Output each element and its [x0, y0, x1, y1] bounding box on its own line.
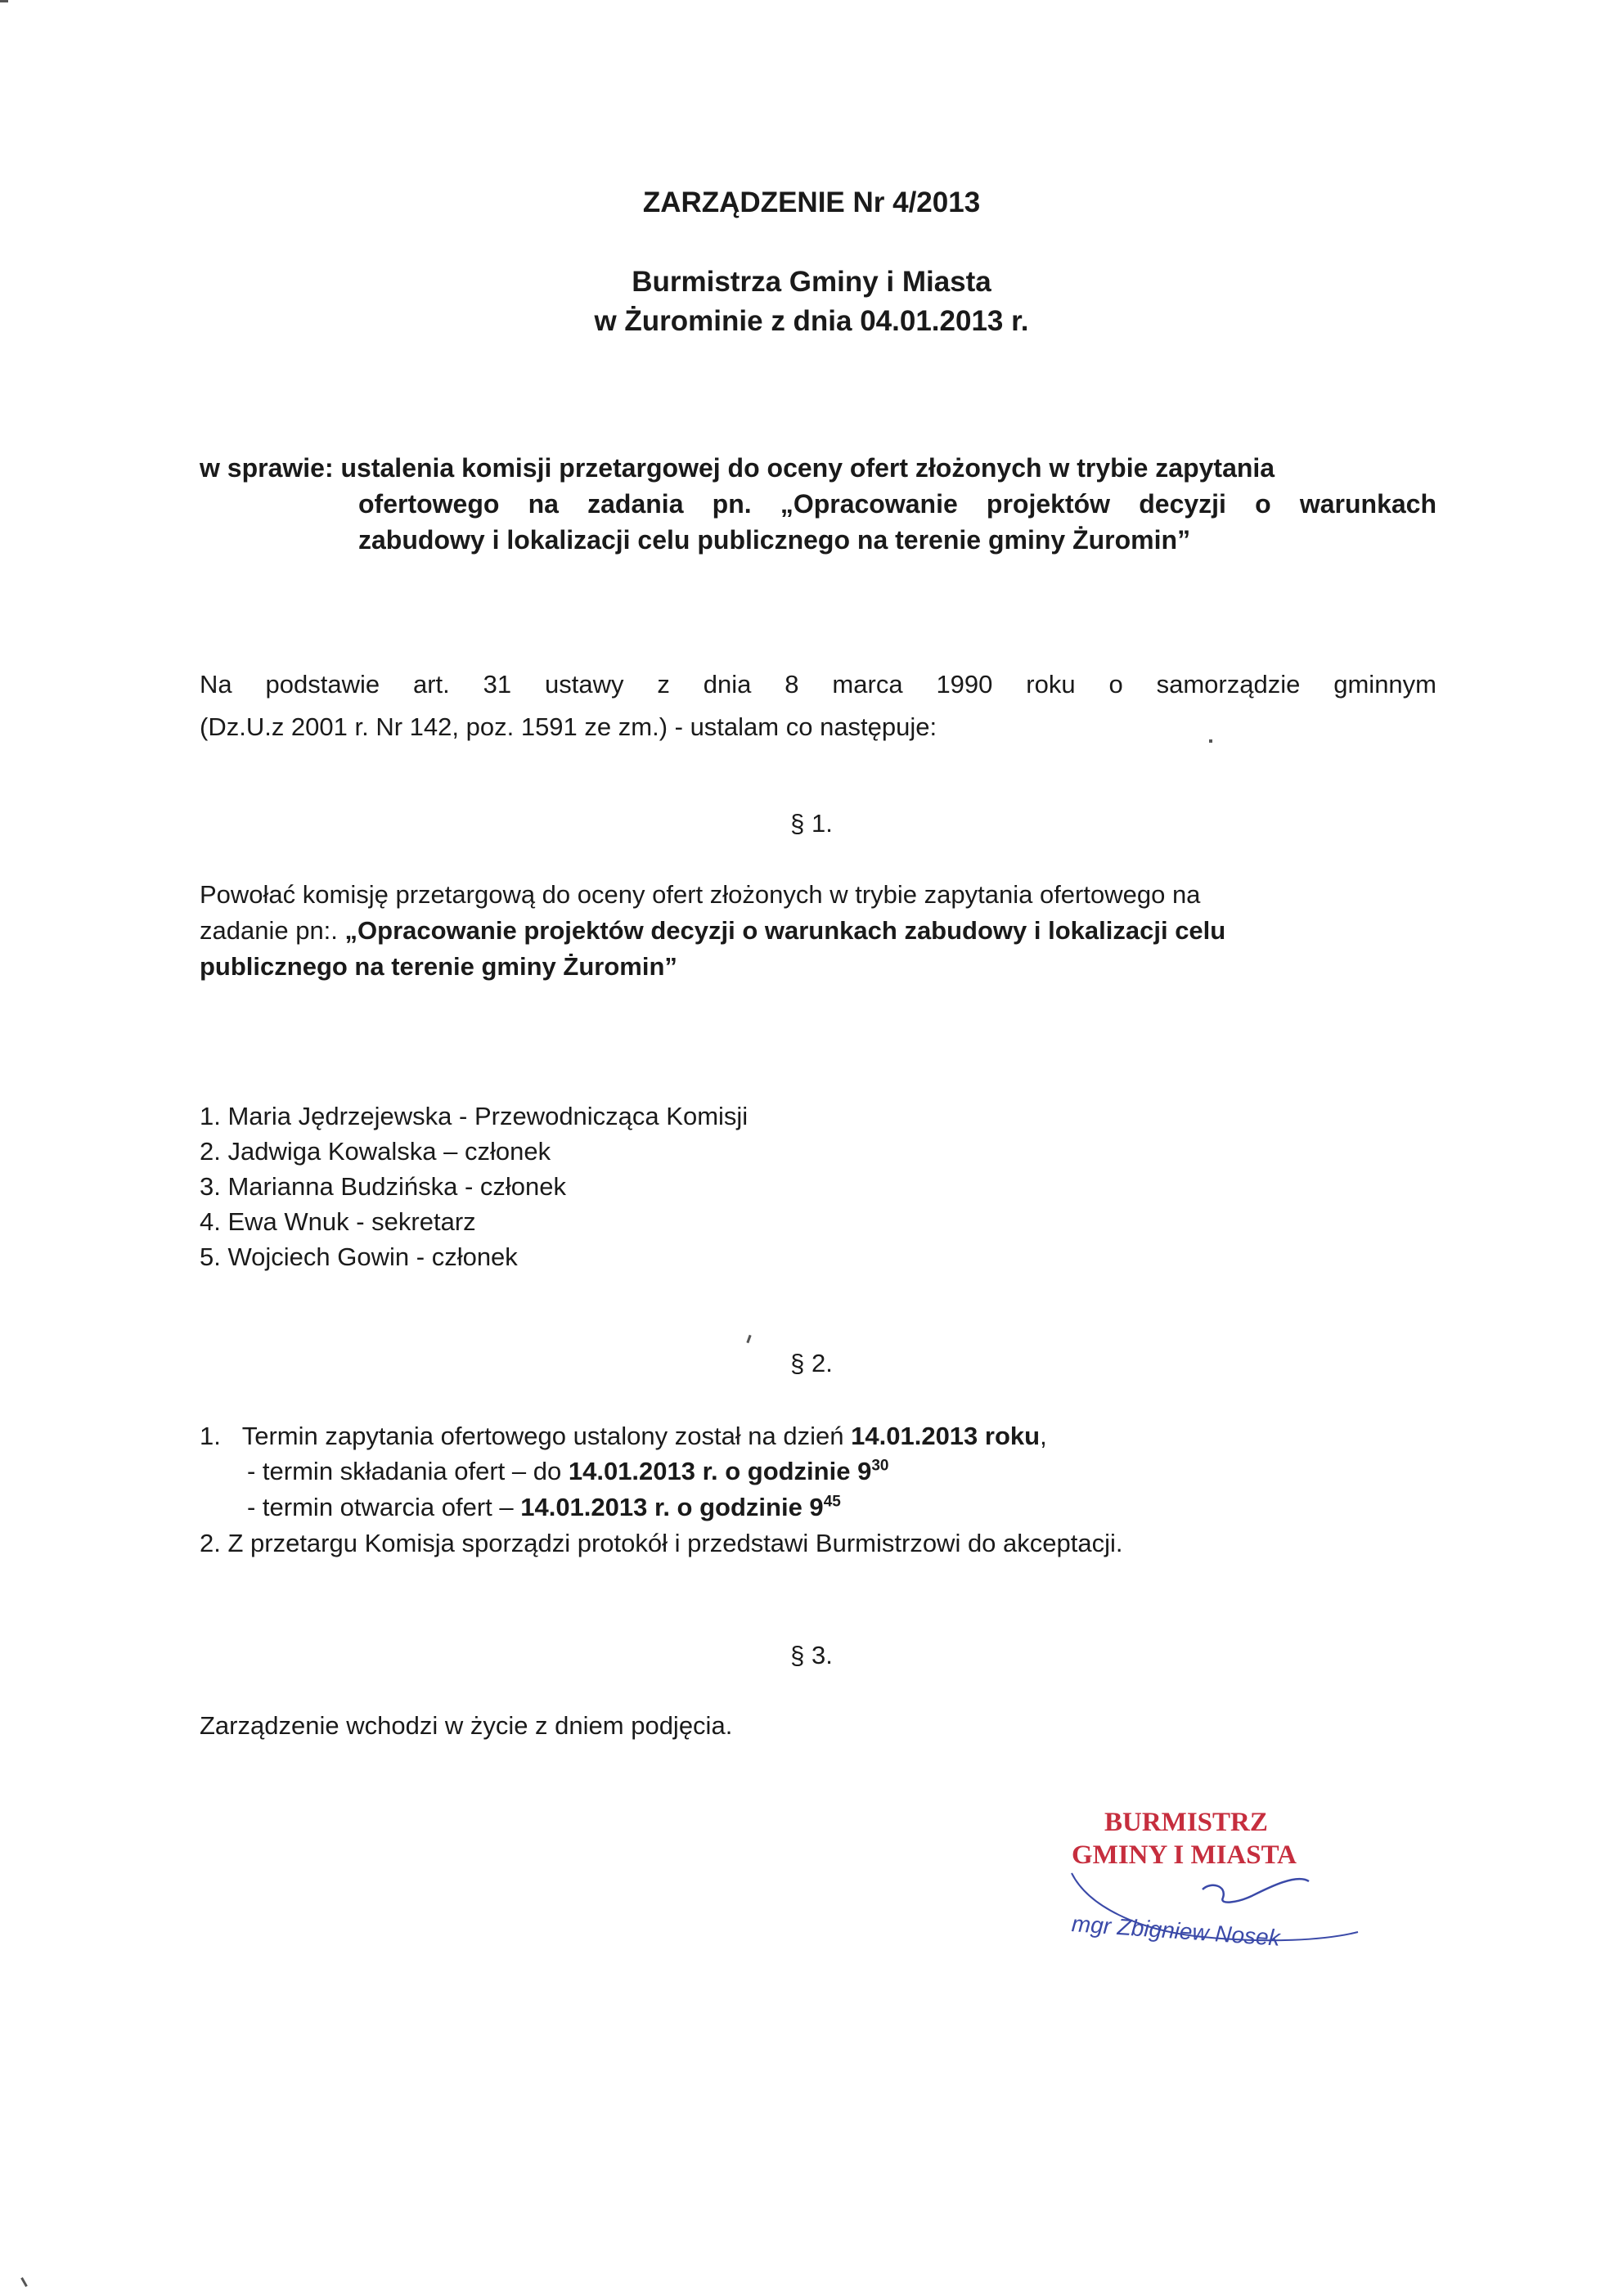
item-text: Termin zapytania ofertowego ustalony został na dzień — [241, 1422, 852, 1450]
section-2-item-2: 2. Z przetargu Komisja sporządzi protokół i przedstawi Burmistrzowi do akceptacji. — [200, 1529, 1123, 1557]
section-1-line-2-plain: zadanie pn:. — [200, 916, 345, 945]
issuer-line-2: w Żurominie z dnia 04.01.2013 r. — [594, 305, 1029, 337]
sub-text: - termin składania ofert – do — [247, 1457, 569, 1485]
sub-minutes: 30 — [871, 1457, 889, 1475]
stamp-line-1: BURMISTRZ — [1104, 1808, 1268, 1837]
scan-mark — [0, 0, 8, 2]
item-number: 1. — [200, 1422, 221, 1450]
issuer-line-1: Burmistrza Gminy i Miasta — [632, 266, 991, 298]
member-list-item: 2. Jadwiga Kowalska – członek — [200, 1137, 551, 1166]
subject-line-1: w sprawie: ustalenia komisji przetargowej do oceny ofert złożonych w trybie zapytania — [200, 453, 1275, 483]
section-2-sub-2 — [247, 1489, 841, 1525]
section-1-line-1: Powołać komisję przetargową do oceny ofert złożonych w trybie zapytania ofertowego na — [200, 880, 1201, 909]
legal-basis-line-2: (Dz.U.z 2001 r. Nr 142, poz. 1591 ze zm.) - ustalam co następuje: — [200, 712, 937, 741]
sub-datetime: 14.01.2013 r. o godzinie 9 — [568, 1457, 872, 1485]
scan-speck — [1209, 739, 1212, 743]
section-1-line-3: publicznego na terenie gminy Żuromin” — [200, 952, 677, 981]
subject-line-2: ofertowego na zadania pn. „Opracowanie projektów decyzji o warunkach — [358, 489, 1436, 519]
scan-speck — [20, 2277, 28, 2287]
item-date: 14.01.2013 roku — [851, 1422, 1041, 1450]
item-end: , — [1040, 1422, 1047, 1450]
section-1-task-name: „Opracowanie projektów decyzji o warunkach zabudowy i lokalizacji celu — [344, 916, 1226, 945]
section-2-item-1 — [200, 1418, 1047, 1454]
sub-text: - termin otwarcia ofert – — [247, 1493, 521, 1521]
sub-minutes: 45 — [823, 1493, 841, 1511]
subject-line-3: zabudowy i lokalizacji celu publicznego na terenie gminy Żuromin” — [358, 525, 1191, 555]
section-3-text: Zarządzenie wchodzi w życie z dniem podjęcia. — [200, 1711, 733, 1740]
section-1-heading: § 1. — [790, 809, 833, 838]
stamp-signatory: mgr Zbigniew Nosek — [1070, 1911, 1281, 1951]
section-1-line-2 — [200, 913, 1225, 949]
section-2-heading: § 2. — [790, 1349, 833, 1377]
member-list-item: 3. Marianna Budzińska - członek — [200, 1172, 567, 1201]
sub-datetime: 14.01.2013 r. o godzinie 9 — [520, 1493, 824, 1521]
scan-speck — [746, 1335, 751, 1343]
legal-basis-line-1: Na podstawie art. 31 ustawy z dnia 8 marca 1990 roku o samorządzie gminnym — [200, 670, 1436, 699]
member-list-item: 5. Wojciech Gowin - członek — [200, 1242, 518, 1271]
section-3-heading: § 3. — [790, 1641, 833, 1669]
stamp-line-2: GMINY I MIASTA — [1072, 1840, 1297, 1870]
document-title: ZARZĄDZENIE Nr 4/2013 — [642, 186, 981, 218]
section-2-sub-1 — [247, 1454, 888, 1489]
member-list-item: 4. Ewa Wnuk - sekretarz — [200, 1207, 476, 1236]
member-list-item: 1. Maria Jędrzejewska - Przewodnicząca Komisji — [200, 1102, 749, 1130]
